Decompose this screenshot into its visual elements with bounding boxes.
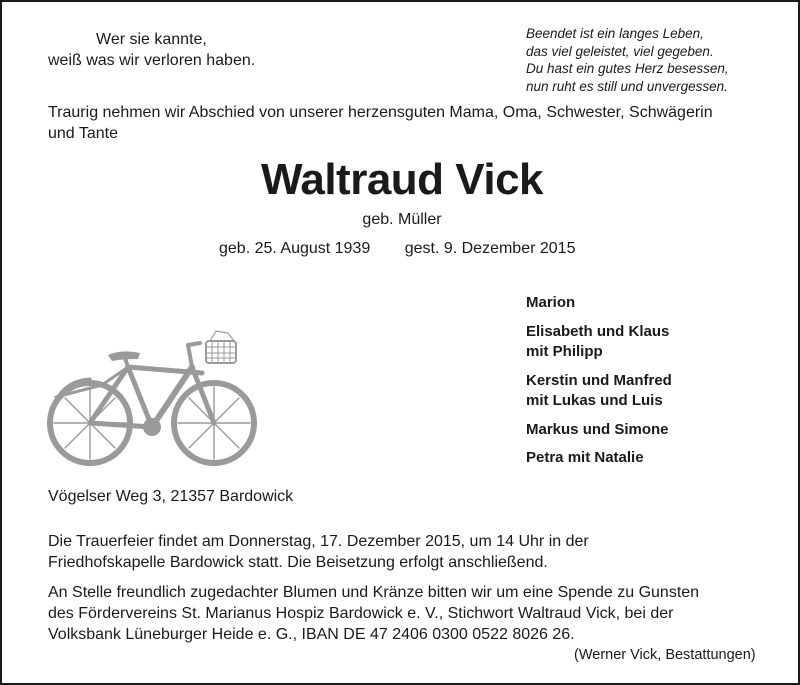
mourner-line: Petra mit Natalie bbox=[526, 449, 644, 466]
death-date: gest. 9. Dezember 2015 bbox=[404, 240, 576, 257]
mourner-entry bbox=[526, 371, 672, 412]
mourner-line: Marion bbox=[526, 294, 576, 311]
poem-right-line: Beendet ist ein langes Leben, bbox=[526, 26, 704, 41]
mourner-line: mit Philipp bbox=[526, 343, 603, 360]
poem-left-line: Wer sie kannte, bbox=[96, 31, 207, 48]
mourner-line: Elisabeth und Klaus bbox=[526, 322, 670, 340]
bicycle-icon bbox=[42, 327, 264, 471]
mourners-list bbox=[526, 293, 672, 477]
poem-left bbox=[48, 29, 255, 71]
poem-right-line: Du hast ein gutes Herz besessen, bbox=[526, 61, 729, 77]
mourner-entry bbox=[526, 448, 672, 469]
intro-line: und Tante bbox=[48, 125, 118, 142]
funeral-notice bbox=[48, 531, 589, 573]
mourner-line: Markus und Simone bbox=[526, 420, 669, 438]
poem-right-line: nun ruht es still und unvergessen. bbox=[526, 78, 728, 94]
donation-line: An Stelle freundlich zugedachter Blumen und Kränze bitten wir um eine Spende zu Gunsten bbox=[48, 584, 700, 601]
mourner-entry bbox=[526, 293, 672, 314]
donation-line: Volksbank Lüneburger Heide e. G., IBAN DE 47 2406 0300 0522 8026 26. bbox=[48, 626, 575, 643]
funeral-line: Die Trauerfeier findet am Donnerstag, 17. Dezember 2015, um 14 Uhr in der bbox=[48, 533, 589, 550]
mourner-line: Kerstin und Manfred bbox=[526, 371, 672, 389]
undertaker-credit: (Werner Vick, Bestattungen) bbox=[574, 647, 756, 663]
poem-right bbox=[526, 25, 729, 95]
deceased-name: Waltraud Vick bbox=[260, 155, 544, 204]
donation-notice bbox=[48, 582, 699, 645]
address: Vögelser Weg 3, 21357 Bardowick bbox=[48, 488, 294, 505]
mourner-entry bbox=[526, 420, 672, 441]
donation-line: des Fördervereins St. Marianus Hospiz Bardowick e. V., Stichwort Waltraud Vick, bei der bbox=[48, 605, 674, 622]
mourner-line: mit Lukas und Luis bbox=[526, 392, 663, 409]
life-dates bbox=[219, 238, 575, 259]
birth-date: geb. 25. August 1939 bbox=[219, 240, 371, 257]
poem-left-line: weiß was wir verloren haben. bbox=[48, 52, 256, 69]
maiden-name: geb. Müller bbox=[362, 211, 442, 228]
intro-text bbox=[48, 102, 713, 144]
poem-right-line: das viel geleistet, viel gegeben. bbox=[526, 43, 714, 59]
intro-line: Traurig nehmen wir Abschied von unserer herzensguten Mama, Oma, Schwester, Schwägerin bbox=[48, 104, 713, 121]
funeral-line: Friedhofskapelle Bardowick statt. Die Beisetzung erfolgt anschließend. bbox=[48, 554, 548, 571]
mourner-entry bbox=[526, 322, 672, 363]
